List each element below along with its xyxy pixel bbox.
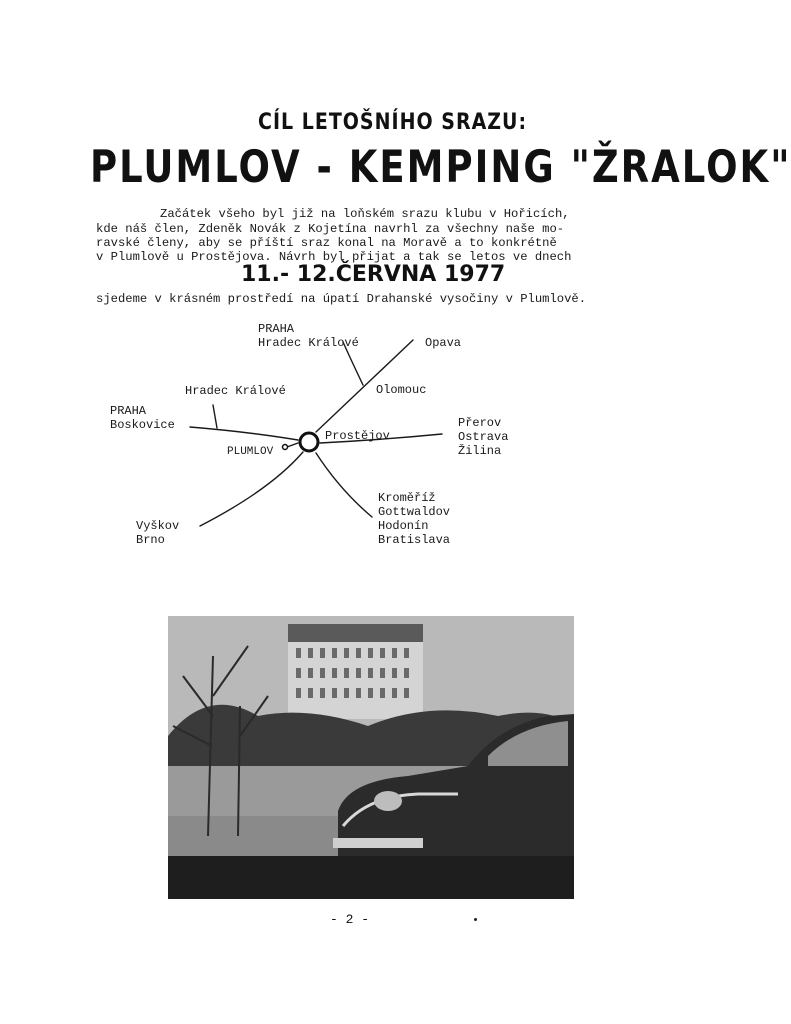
stray-dot <box>474 918 477 921</box>
label-opava: Opava <box>425 336 462 350</box>
page-title: PLUMLOV - KEMPING "ŽRALOK" <box>90 141 791 193</box>
subtitle: CÍL LETOŠNÍHO SRAZU: <box>258 109 528 135</box>
road-to-praha-boskovice <box>190 427 298 440</box>
road-to-vyskov <box>200 452 303 526</box>
road-to-kromeriz <box>316 453 372 517</box>
label-praha-hradec: PRAHA Hradec Králové <box>258 322 359 350</box>
label-prostejov: Prostějov <box>325 429 390 443</box>
prostejov-node <box>300 433 318 451</box>
intro-line-4: v Plumlově u Prostějova. Návrh byl přijat a tak se letos ve dnech <box>96 250 572 264</box>
intro-line-3: ravské členy, aby se příští sraz konal na Moravě a to konkrétně <box>96 236 557 250</box>
page-number: - 2 - <box>330 912 370 927</box>
photo-castle-with-car <box>168 616 574 899</box>
label-kromeriz-group: Kroměříž Gottwaldov Hodonín Bratislava <box>378 491 451 547</box>
outro-line: sjedeme v krásném prostředí na úpatí Drahanské vysočiny v Plumlově. <box>96 292 587 306</box>
road-to-plumlov <box>287 443 298 447</box>
label-vyskov-brno: Vyškov Brno <box>136 519 180 547</box>
label-prerov-ostrava-zilina: Přerov Ostrava Žilina <box>458 416 509 458</box>
label-praha-boskovice: PRAHA Boskovice <box>110 404 175 432</box>
intro-line-2: kde náš člen, Zdeněk Novák z Kojetína navrhl za všechny naše mo- <box>96 222 565 236</box>
plumlov-node <box>283 445 288 450</box>
label-olomouc: Olomouc <box>376 383 427 397</box>
photo-image <box>168 616 574 899</box>
intro-line-1: Začátek všeho byl již na loňském srazu klubu v Hořicích, <box>160 207 570 221</box>
label-hradec-kralove: Hradec Králové <box>185 384 286 398</box>
road-to-hradec-kralove <box>213 405 217 428</box>
date-heading: 11.- 12.ČERVNA 1977 <box>241 262 506 287</box>
label-plumlov: PLUMLOV <box>227 446 274 458</box>
